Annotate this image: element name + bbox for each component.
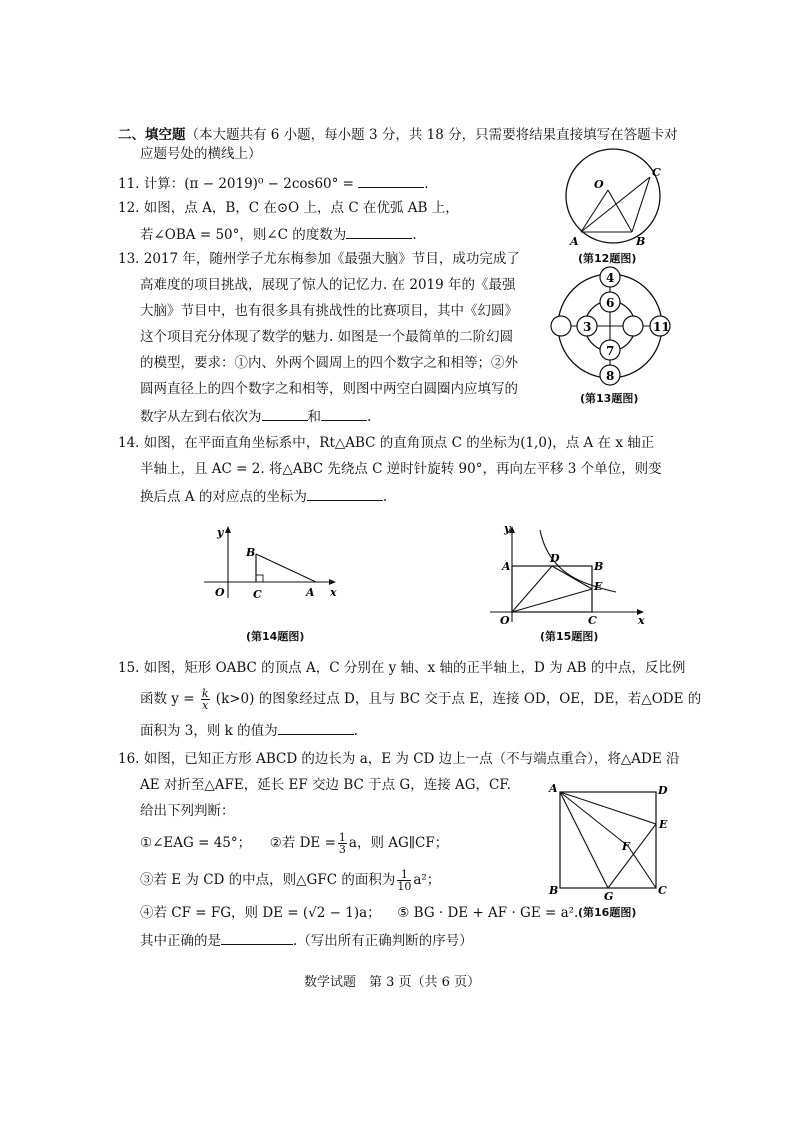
fig16-label-E: E bbox=[659, 818, 668, 831]
question-16-line2: AE 对折至△AFE，延长 EF 交边 BC 于点 G，连接 AG，CF. bbox=[140, 777, 511, 793]
question-16: 16. 如图，已知正方形 ABCD 的边长为 a，E 为 CD 边上一点（不与端点重合），将△ADE 沿 bbox=[118, 751, 680, 767]
question-16-judgements-1-2 bbox=[140, 832, 448, 855]
fig16-label-F: F bbox=[622, 840, 630, 853]
section-intro: （本大题共有 6 小题，每小题 3 分，共 18 分，只需要将结果直接填写在答题卡对 bbox=[185, 127, 678, 143]
fig15-label-A: A bbox=[502, 560, 511, 573]
fig14-label-O: O bbox=[215, 586, 225, 599]
fig14-caption: (第14题图) bbox=[246, 630, 305, 643]
q11-expression: (π − 2019)⁰ − 2cos60° = bbox=[184, 176, 354, 192]
fig14-label-x: x bbox=[330, 586, 337, 599]
fig13-num-bottom: 8 bbox=[606, 369, 615, 383]
section-header bbox=[118, 126, 678, 144]
question-13-line6: 圆两直径上的四个数字之和相等，则图中两空白圆圈内应填写的 bbox=[140, 381, 518, 397]
fig12-label-O: O bbox=[594, 178, 604, 191]
question-16-judgements-4-5 bbox=[140, 904, 578, 922]
question-13-line3: 大脑》节目中，也有很多具有挑战性的比赛项目，其中《幻圆》 bbox=[140, 303, 518, 319]
answer-blank-11[interactable] bbox=[358, 173, 424, 188]
fig12-label-B: B bbox=[636, 235, 646, 248]
fig16-label-D: D bbox=[658, 784, 668, 797]
fig12-caption: (第12题图) bbox=[578, 252, 637, 265]
fig15-label-B: B bbox=[594, 560, 604, 573]
fig13-num-top: 4 bbox=[606, 271, 615, 285]
question-14: 14. 如图，在平面直角坐标系中，Rt△ABC 的直角顶点 C 的坐标为(1,0)，点 A 在 x 轴正 bbox=[118, 435, 655, 451]
fig14-label-B: B bbox=[246, 546, 256, 559]
question-15-line2: 函数 y = $\frac{k}{x}$ (k>0) 的图象经过点 D，且与 BC 交于点 E，连接 OD，OE，DE，若△ODE 的 bbox=[140, 687, 702, 712]
fig16-label-G: G bbox=[604, 890, 614, 903]
fig15-label-E: E bbox=[594, 580, 603, 593]
fig14-label-C: C bbox=[253, 588, 262, 601]
fig13-num-inner-left: 3 bbox=[583, 320, 592, 334]
fig16-label-C: C bbox=[658, 884, 667, 897]
judgement-2: ②若 DE = $\frac{1}{3}$ a，则 AG∥CF； bbox=[269, 831, 449, 856]
fig16-label-A: A bbox=[549, 782, 558, 795]
question-13-line7: 数字从左到右依次为 和 . bbox=[140, 406, 371, 426]
fig15-label-y: y bbox=[504, 522, 511, 535]
fig15-label-C: C bbox=[588, 614, 597, 627]
fig13-num-inner-bottom: 7 bbox=[606, 344, 615, 358]
figure-15 bbox=[490, 522, 650, 626]
figure-13 bbox=[548, 266, 676, 386]
answer-blank-13a[interactable] bbox=[262, 406, 308, 421]
answer-blank-15[interactable] bbox=[278, 720, 354, 735]
figure-16 bbox=[546, 782, 672, 903]
fig15-label-O: O bbox=[500, 614, 510, 627]
question-12-cont: 若∠OBA = 50°，则∠C 的度数为 . bbox=[140, 224, 417, 244]
judgement-4: ④若 CF = FG，则 DE = (√2 − 1)a； bbox=[140, 905, 381, 921]
answer-blank-16[interactable] bbox=[221, 930, 293, 945]
fig16-label-B: B bbox=[549, 884, 559, 897]
judgement-5: ⑤ BG · DE + AF · GE = a². bbox=[397, 905, 579, 921]
question-13-line5: 的模型，要求：①内、外两个圆周上的四个数字之和相等；②外 bbox=[140, 355, 518, 371]
answer-blank-13b[interactable] bbox=[321, 406, 367, 421]
question-13: 13. 2017 年，随州学子尤东梅参加《最强大脑》节目，成功完成了 bbox=[118, 251, 520, 267]
fig12-label-C: C bbox=[652, 166, 661, 179]
fig15-label-D: D bbox=[550, 552, 560, 565]
figure-14 bbox=[200, 522, 340, 602]
fig14-label-y: y bbox=[217, 526, 224, 539]
page-footer: 数学试题 第 3 页（共 6 页） bbox=[304, 975, 481, 990]
question-14-line3: 换后点 A 的对应点的坐标为 . bbox=[140, 486, 387, 506]
section-intro-cont: 应题号处的横线上） bbox=[140, 146, 262, 162]
question-13-line4: 这个项目充分体现了数学的魅力. 如图是一个最简单的二阶幻圆 bbox=[140, 329, 514, 345]
fig15-label-x: x bbox=[638, 614, 645, 627]
question-16-line3: 给出下列判断： bbox=[140, 803, 235, 819]
fig15-caption: (第15题图) bbox=[540, 630, 599, 643]
fig16-caption: (第16题图) bbox=[578, 906, 637, 919]
judgement-3: ③若 E 为 CD 的中点，则△GFC 的面积为 $\frac{1}{10}$ a²； bbox=[140, 868, 441, 893]
answer-blank-14[interactable] bbox=[307, 486, 383, 501]
question-12: 12. 如图，点 A，B，C 在⊙O 上，点 C 在优弧 AB 上， bbox=[118, 200, 459, 216]
fig14-label-A: A bbox=[306, 586, 315, 599]
fraction-k-over-x: $\frac{k}{x}$ bbox=[201, 687, 209, 712]
fig13-num-inner-top: 6 bbox=[606, 296, 615, 310]
question-15: 15. 如图，矩形 OABC 的顶点 A，C 分别在 y 轴、x 轴的正半轴上，D 为 AB 的中点，反比例 bbox=[118, 660, 686, 676]
question-13-line2: 高难度的项目挑战，展现了惊人的记忆力. 在 2019 年的《最强 bbox=[140, 277, 516, 293]
section-title: 二、填空题 bbox=[118, 127, 186, 143]
question-14-line2: 半轴上，且 AC = 2. 将△ABC 先绕点 C 逆时针旋转 90°，再向左平移 3 个单位，则变 bbox=[140, 461, 662, 477]
question-11: 11. 计算：(π − 2019)⁰ − 2cos60° = . bbox=[118, 173, 429, 193]
question-15-line3: 面积为 3，则 k 的值为 . bbox=[140, 720, 358, 740]
fig13-caption: (第13题图) bbox=[580, 392, 639, 405]
figure-12 bbox=[560, 148, 672, 248]
fig13-num-right: 11 bbox=[653, 320, 670, 334]
question-16-line8: 其中正确的是 .（写出所有正确判断的序号） bbox=[140, 930, 473, 950]
judgement-1: ①∠EAG = 45°； bbox=[140, 835, 252, 851]
fig12-label-A: A bbox=[570, 235, 579, 248]
answer-blank-12[interactable] bbox=[346, 224, 412, 239]
